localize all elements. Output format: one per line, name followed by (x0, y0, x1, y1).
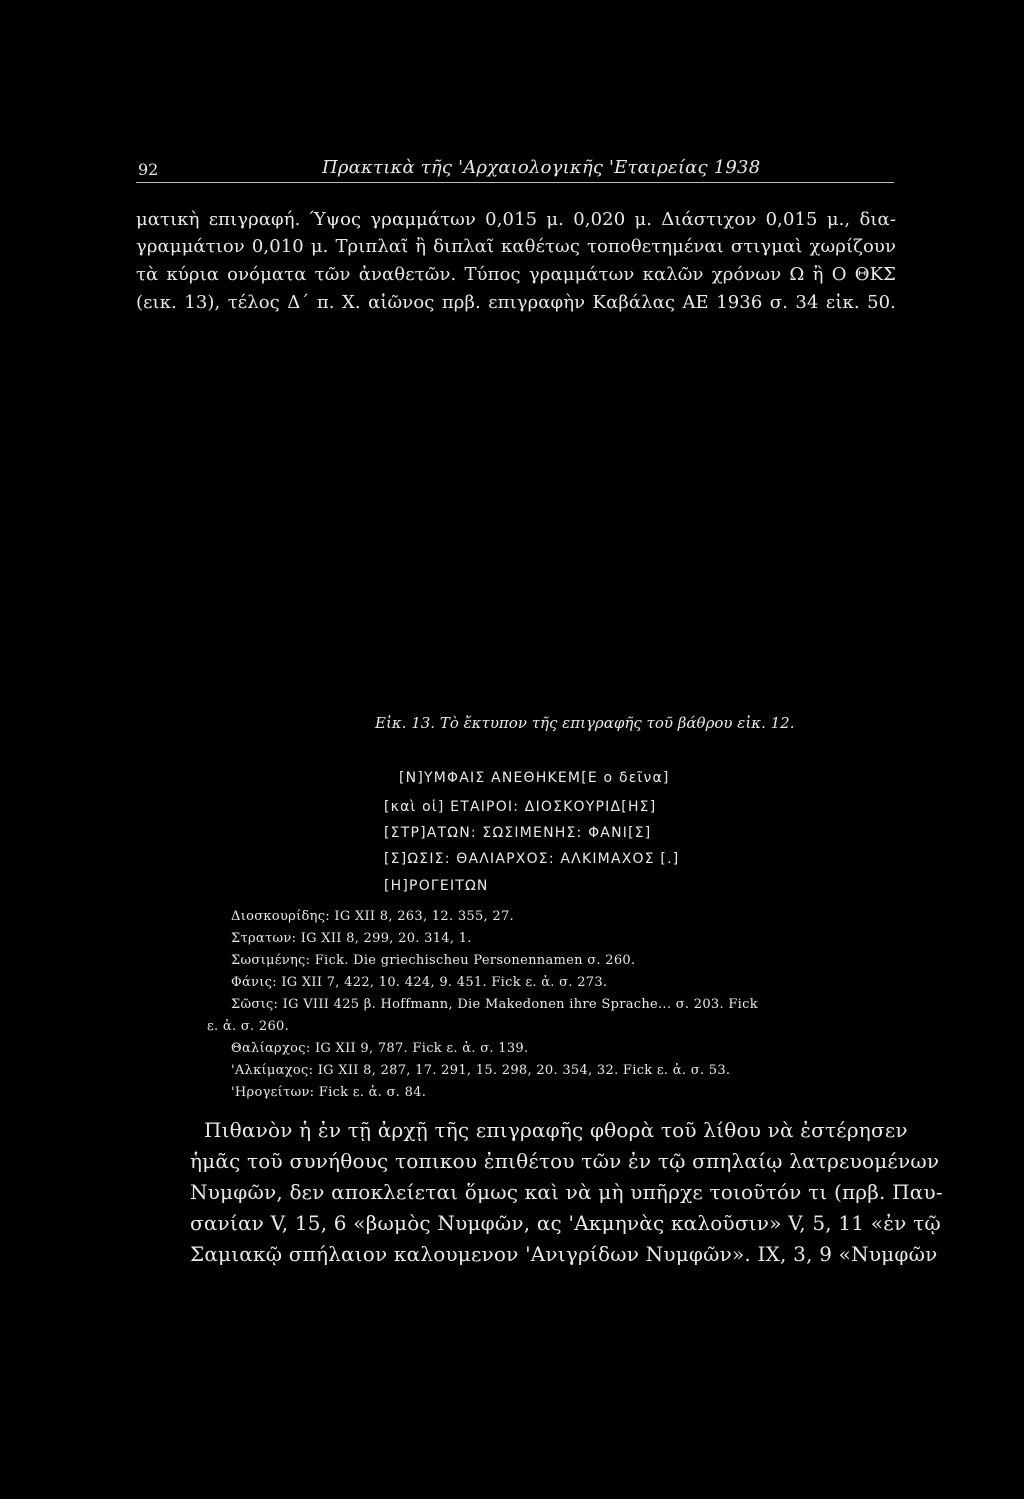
text-line: ματικὴ επιγραφή. Ύψος γραμμάτων 0,015 μ. 0,020 μ. Διάστιχον 0,015 μ., δια- (136, 209, 896, 230)
text-line: σανίαν V, 15, 6 «βωμὸς Νυμφῶν, ας 'Ακμηνὰς καλοῦσιν» V, 5, 11 «ἐν τῷ (190, 1211, 941, 1235)
header-rule (136, 182, 894, 183)
text-line: τὰ κύρια ονόματα τῶν ἀναθετῶν. Τύπος γραμμάτων καλῶν χρόνων Ω ἢ Ο ΘΚΣ (136, 264, 896, 285)
text-line: Σαμιακῷ σπήλαιον καλουμενον 'Ανιγρίδων Νυμφῶν». ΙΧ, 3, 9 «Νυμφῶν (190, 1242, 938, 1266)
inscription-line: [Η]ΡΟΓΕΙΤΩΝ (384, 878, 489, 894)
running-head: Πρακτικὰ τῆς 'Αρχαιολογικῆς 'Εταιρείας 1938 (322, 157, 761, 178)
text-line: (εικ. 13), τέλος Δ΄ π. Χ. αἰῶνος πρβ. επιγραφὴν Καβάλας ΑΕ 1936 σ. 34 εἰκ. 50. (136, 292, 896, 313)
note-line: Σωσιμένης: Fick. Die griechischeu Personennamen σ. 260. (231, 953, 636, 968)
page-number: 92 (138, 160, 159, 179)
inscription-line: [Ν]ΥΜΦΑΙΣ ΑΝΕΘΗΚΕΜ[Ε ο δεῖνα] (399, 770, 670, 786)
text-line: γραμμάτιον 0,010 μ. Τριπλαῖ ἢ διπλαῖ καθέτως τοποθετημέναι στιγμαὶ χωρίζουν (136, 236, 896, 257)
note-line: Στρατων: IG XII 8, 299, 20. 314, 1. (231, 931, 472, 946)
note-line: 'Ηρογείτων: Fick ε. ἀ. σ. 84. (231, 1085, 427, 1100)
note-line: 'Αλκίμαχος: IG XII 8, 287, 17. 291, 15. 298, 20. 354, 32. Fick ε. ἀ. σ. 53. (231, 1063, 731, 1078)
text-line: Νυμφῶν, δεν αποκλείεται ὅμως καὶ νὰ μὴ υπῆρχε τοιοῦτόν τι (πρβ. Παυ- (190, 1180, 943, 1204)
inscription-line: [καὶ οἱ] ΕΤΑΙΡΟΙ: ΔΙΟΣΚΟΥΡΙΔ[ΗΣ] (384, 799, 657, 815)
note-line: ε. ἀ. σ. 260. (207, 1019, 290, 1034)
figure-caption: Εἰκ. 13. Τὸ ἔκτυπον τῆς επιγραφῆς τοῦ βάθρου εἰκ. 12. (375, 714, 795, 732)
note-line: Σῶσις: IG VIII 425 β. Hoffmann, Die Makedonen ihre Sprache... σ. 203. Fick (231, 997, 758, 1012)
text-line: Πιθανὸν ἡ ἐν τῇ ἀρχῇ τῆς επιγραφῆς φθορὰ τοῦ λίθου νὰ ἐστέρησεν (204, 1118, 908, 1142)
note-line: Φάνις: IG XII 7, 422, 10. 424, 9. 451. Fick ε. ἀ. σ. 273. (231, 975, 608, 990)
inscription-line: [ΣΤΡ]ΑΤΩΝ: ΣΩΣΙΜΕΝΗΣ: ΦΑΝΙ[Σ] (384, 825, 652, 841)
note-line: Θαλίαρχος: IG XII 9, 787. Fick ε. ἀ. σ. 139. (231, 1041, 529, 1056)
note-line: Διοσκουρίδης: IG XII 8, 263, 12. 355, 27. (231, 909, 514, 924)
inscription-line: [Σ]ΩΣΙΣ: ΘΑΛΙΑΡΧΟΣ: ΑΛΚΙΜΑΧΟΣ [.] (384, 851, 680, 867)
text-line: ἡμᾶς τοῦ συνήθους τοπικου ἐπιθέτου τῶν ἐν τῷ σπηλαίῳ λατρευομένων (190, 1149, 940, 1173)
